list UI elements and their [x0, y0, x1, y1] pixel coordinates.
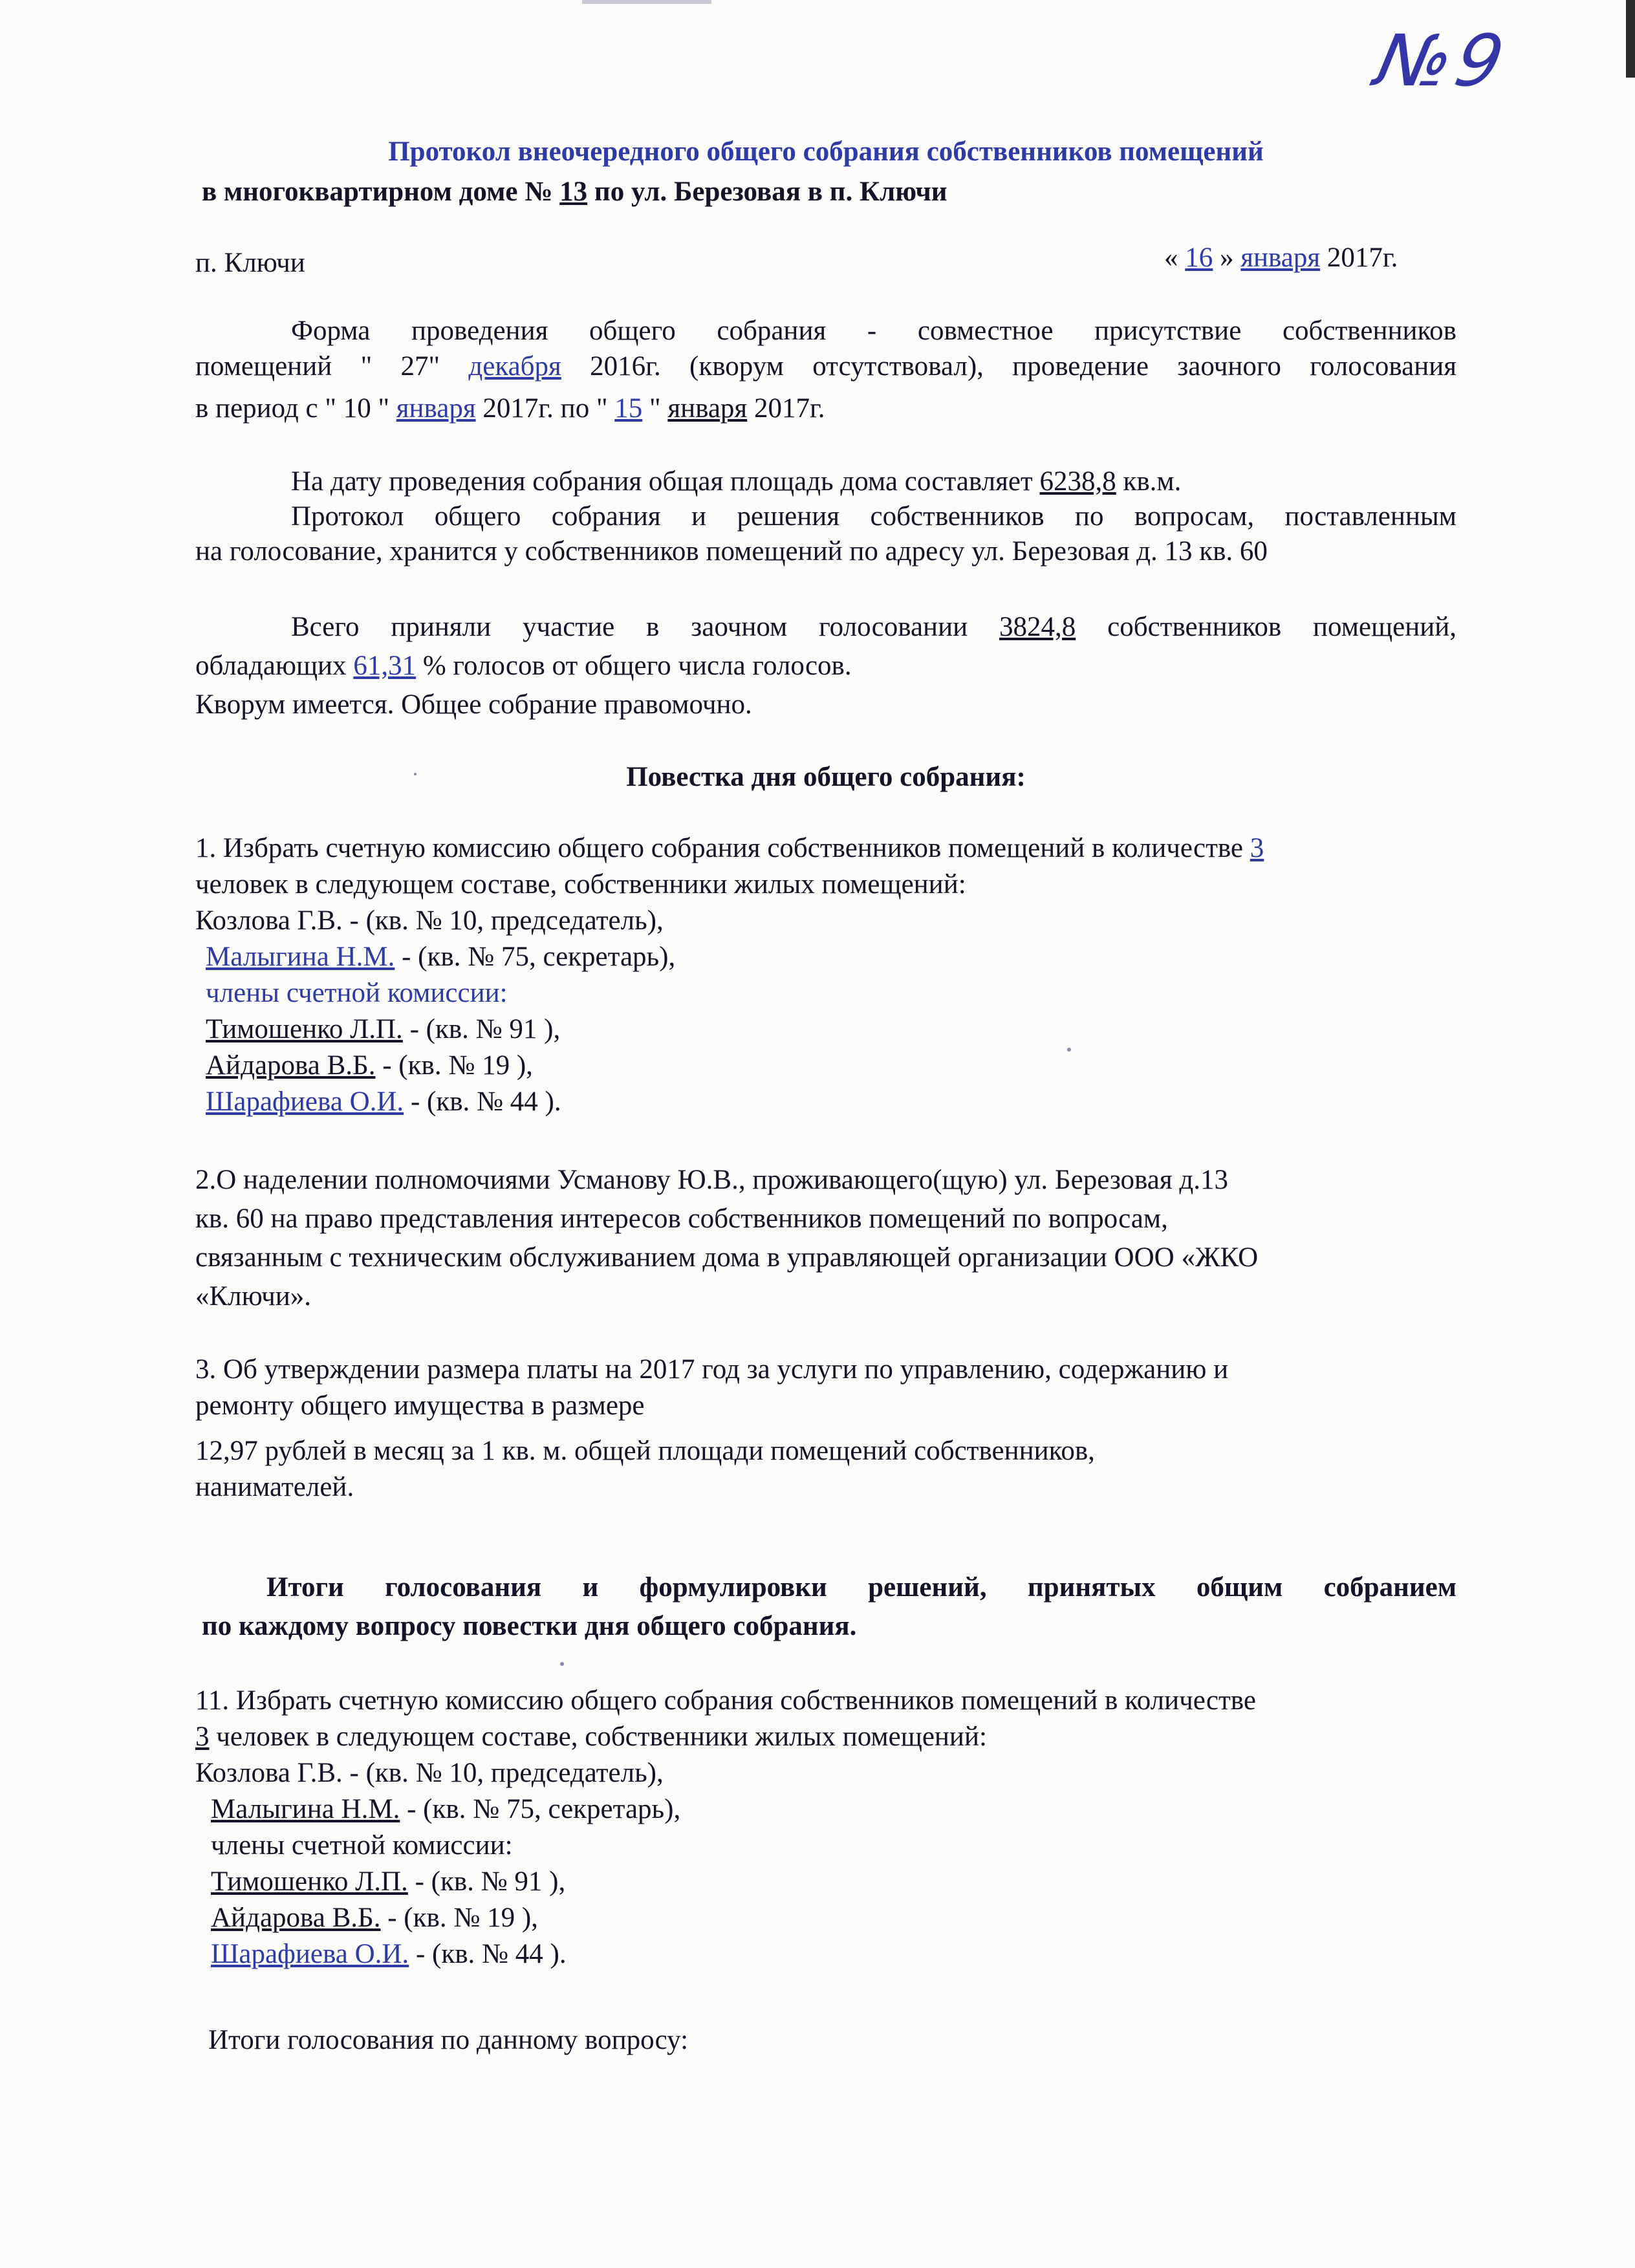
agenda-q2-line-2: кв. 60 на право представления интересов собственников помещений по вопросам,	[195, 1204, 1168, 1234]
document-date: « 16 » января 2017г.	[1164, 243, 1398, 273]
results-heading-line-1: Итоги голосования и формулировки решений, принятых общим собранием	[266, 1572, 1456, 1603]
quorum-line-1: Всего приняли участие в заочном голосовании 3824,8 собственников помещений,	[291, 612, 1456, 642]
handwritten-page-number: №9	[1369, 19, 1516, 102]
agenda-q1-member-1: Тимошенко Л.П. - (кв. № 91 ),	[206, 1014, 561, 1044]
results-r1-line-1: 11. Избрать счетную комиссию общего собрания собственников помещений в количестве	[195, 1685, 1256, 1716]
agenda-q1-chairman: Козлова Г.В. - (кв. № 10, председатель),	[195, 905, 664, 936]
quorum-line-3: Кворум имеется. Общее собрание правомочно.	[195, 689, 752, 720]
place: п. Ключи	[195, 248, 305, 278]
agenda-heading: Повестка дня общего собрания:	[626, 762, 1026, 792]
form-line-1: Форма проведения общего собрания - совместное присутствие собственников	[291, 316, 1456, 346]
scan-speck	[1067, 1048, 1071, 1052]
form-line-3: в период с " 10 " января 2017г. по " 15 " января 2017г.	[195, 393, 825, 424]
results-r1-members-label: члены счетной комиссии:	[211, 1830, 513, 1861]
results-r1-member-1: Тимошенко Л.П. - (кв. № 91 ),	[211, 1866, 566, 1897]
agenda-q3-line-1: 3. Об утверждении размера платы на 2017 год за услуги по управлению, содержанию и	[195, 1354, 1229, 1385]
form-line-2: помещений " 27" декабря 2016г. (кворум отсутствовал), проведение заочного голосования	[195, 351, 1456, 382]
results-r1-chairman: Козлова Г.В. - (кв. № 10, председатель),	[195, 1758, 664, 1788]
agenda-q3-line-2: ремонту общего имущества в размере	[195, 1390, 645, 1421]
area-line-1: На дату проведения собрания общая площадь дома составляет 6238,8 кв.м.	[291, 466, 1182, 497]
scan-edge-right	[1626, 0, 1635, 78]
agenda-q2-line-4: «Ключи».	[195, 1281, 312, 1312]
scan-speck	[560, 1662, 564, 1666]
agenda-q1-member-3: Шарафиева О.И. - (кв. № 44 ).	[206, 1086, 561, 1117]
agenda-q1-line-2: человек в следующем составе, собственники жилых помещений:	[195, 869, 966, 900]
results-heading-line-2: по каждому вопросу повестки дня общего собрания.	[202, 1611, 857, 1641]
area-line-3: на голосование, хранится у собственников помещений по адресу ул. Березовая д. 13 кв. 60	[195, 536, 1268, 567]
title-line-2: в многоквартирном доме № 13 по ул. Березовая в п. Ключи	[202, 177, 947, 207]
scan-speck	[414, 773, 417, 775]
results-r1-secretary: Малыгина Н.М. - (кв. № 75, секретарь),	[211, 1794, 681, 1824]
results-r1-member-2: Айдарова В.Б. - (кв. № 19 ),	[211, 1903, 538, 1933]
agenda-q1-member-2: Айдарова В.Б. - (кв. № 19 ),	[206, 1050, 533, 1081]
agenda-q1-members-label: члены счетной комиссии:	[206, 978, 508, 1008]
agenda-q1-line-1: 1. Избрать счетную комиссию общего собрания собственников помещений в количестве 3	[195, 833, 1264, 863]
agenda-q1-secretary: Малыгина Н.М. - (кв. № 75, секретарь),	[206, 942, 676, 972]
results-r1-line-2: 3 человек в следующем составе, собственники жилых помещений:	[195, 1722, 987, 1752]
scan-edge-top	[582, 0, 711, 4]
quorum-line-2: обладающих 61,31 % голосов от общего числа голосов.	[195, 651, 852, 681]
title-line-1: Протокол внеочередного общего собрания собственников помещений	[388, 136, 1264, 167]
agenda-q2-line-3: связанным с техническим обслуживанием дома в управляющей организации ООО «ЖКО	[195, 1242, 1259, 1273]
results-r1-member-3: Шарафиева О.И. - (кв. № 44 ).	[211, 1939, 567, 1969]
results-r1-summary: Итоги голосования по данному вопросу:	[208, 2025, 689, 2055]
agenda-q3-line-4: нанимателей.	[195, 1472, 354, 1502]
area-line-2: Протокол общего собрания и решения собственников по вопросам, поставленным	[291, 501, 1456, 532]
agenda-q2-line-1: 2.О наделении полномочиями Усманову Ю.В., проживающего(щую) ул. Березовая д.13	[195, 1165, 1229, 1195]
agenda-q3-line-3: 12,97 рублей в месяц за 1 кв. м. общей площади помещений собственников,	[195, 1436, 1095, 1466]
